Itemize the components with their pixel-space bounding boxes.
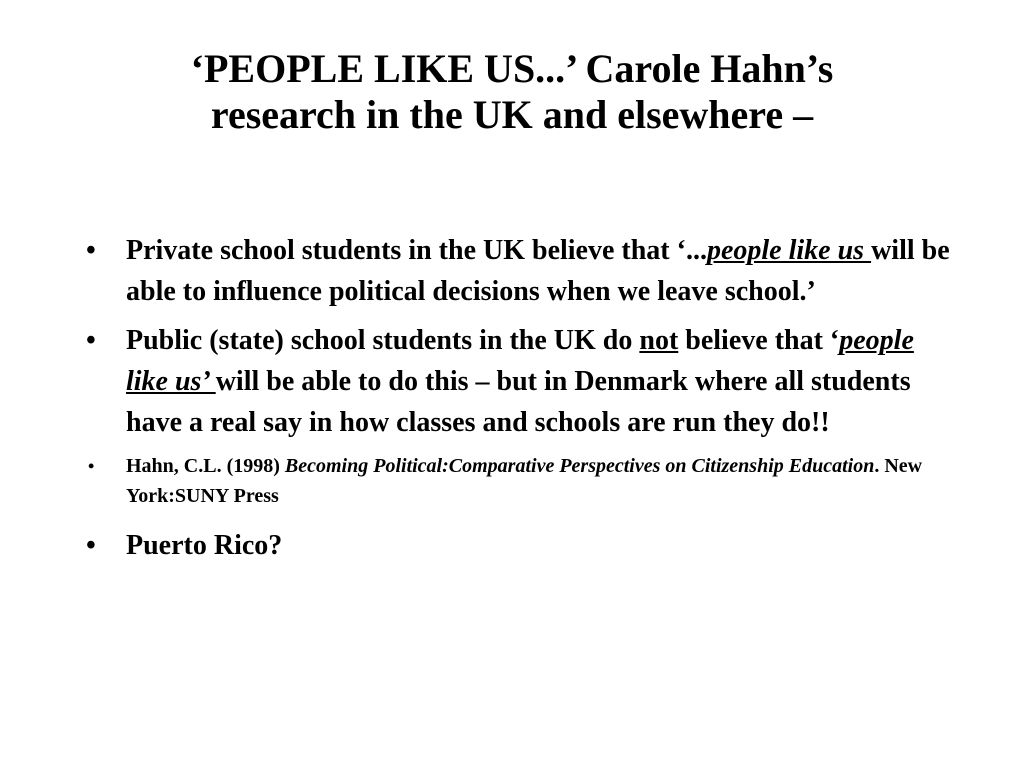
bullet-marker: •	[86, 325, 96, 356]
bullet-puerto-rico	[82, 525, 952, 566]
bullet-emphasis-people-like-us: people like us	[706, 235, 872, 266]
bullet-text: believe that ‘	[678, 325, 840, 356]
bullet-text: Puerto Rico?	[126, 530, 283, 561]
bullet-list	[82, 230, 952, 574]
bullet-text: Private school students in the UK believe that ‘...	[126, 235, 707, 266]
slide-title-line-2: research in the UK and elsewhere –	[210, 92, 814, 137]
bullet-text: will be able to influence political decisions when we leave school.’	[126, 235, 950, 307]
citation-publisher: . New York:SUNY Press	[126, 455, 923, 507]
bullet-emphasis-not: not	[639, 325, 679, 356]
bullet-text: Public (state) school students in the UK do	[126, 325, 640, 356]
slide-title	[80, 46, 944, 138]
bullet-marker: •	[88, 456, 95, 476]
slide-title-line-1: ‘PEOPLE LIKE US...’ Carole Hahn’s	[190, 46, 834, 91]
bullet-text: will be able to do this – but in Denmark where all students have a real say in how classes and schools are run they do!!	[126, 366, 911, 438]
bullet-marker: •	[86, 235, 96, 266]
bullet-public-school	[82, 320, 952, 443]
citation-book-title: Becoming Political:Comparative Perspectives on Citizenship Education	[284, 455, 875, 477]
bullet-citation	[82, 451, 952, 511]
bullet-private-school	[82, 230, 952, 312]
bullet-marker: •	[86, 530, 96, 561]
bullet-emphasis-people-like-us: people like us’	[126, 325, 914, 397]
citation-author: Hahn, C.L. (1998)	[126, 455, 285, 477]
